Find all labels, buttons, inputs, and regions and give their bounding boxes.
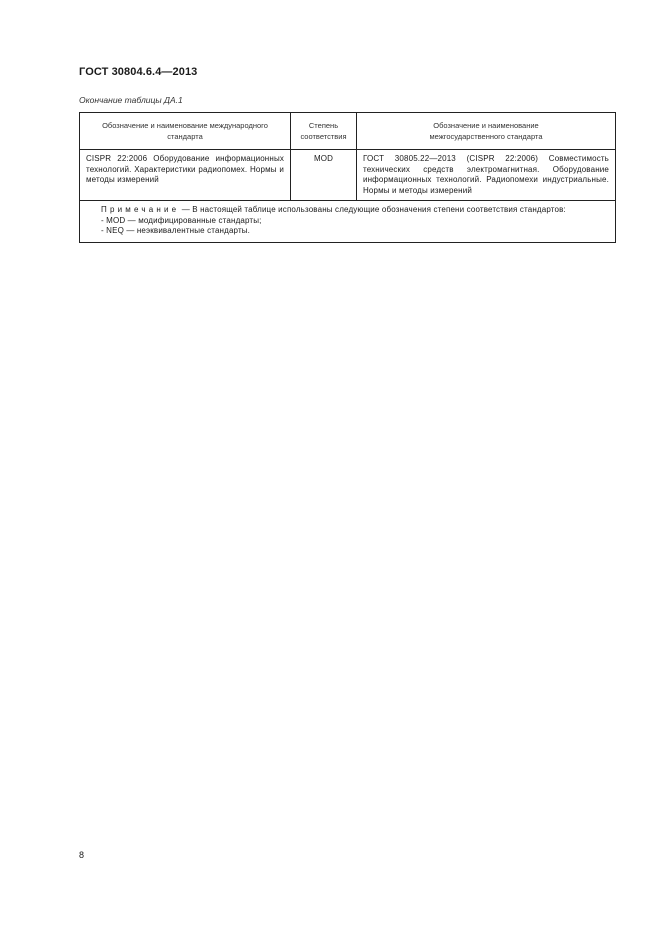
note-cell xyxy=(80,201,616,243)
header-degree xyxy=(291,113,357,150)
note-label: Примечание xyxy=(101,205,180,214)
page-number: 8 xyxy=(79,850,85,860)
table-caption: Окончание таблицы ДА.1 xyxy=(79,95,183,105)
interstate-standard-text: ГОСТ 30805.22—2013 (CISPR 22:2006) Совместимость технических средств электромагнитная. Оборудование информационных технологий. Радиопомехи индустриальные. Нормы и методы измерений xyxy=(363,154,609,195)
note-row xyxy=(80,201,616,243)
standards-table xyxy=(79,112,616,243)
header-interstate-standard xyxy=(357,113,616,150)
header-international-text: Обозначение и наименование международного стандарта xyxy=(102,121,268,141)
header-international-standard xyxy=(80,113,291,150)
header-degree-text: Степень соответствия xyxy=(300,121,347,141)
header-interstate-text: Обозначение и наименование межгосударственного стандарта xyxy=(429,121,543,141)
note-item-mod: - MOD — модифицированные стандарты; xyxy=(101,215,262,225)
note-item-neq: - NEQ — неэквивалентные стандарты. xyxy=(101,226,251,235)
cell-degree xyxy=(291,150,357,201)
document-header: ГОСТ 30804.6.4—2013 xyxy=(79,66,198,78)
degree-text: MOD xyxy=(313,154,334,163)
note-text: — В настоящей таблице использованы следующие обозначения степени соответствия стандартов: xyxy=(181,205,566,214)
international-standard-text: CISPR 22:2006 Оборудование информационных технологий. Характеристики радиопомех. Нормы и методы измерений xyxy=(86,154,284,184)
table-header-row xyxy=(80,113,616,150)
cell-interstate xyxy=(357,150,616,201)
table-row xyxy=(80,150,616,201)
note-paragraph xyxy=(87,205,608,216)
cell-international xyxy=(80,150,291,201)
